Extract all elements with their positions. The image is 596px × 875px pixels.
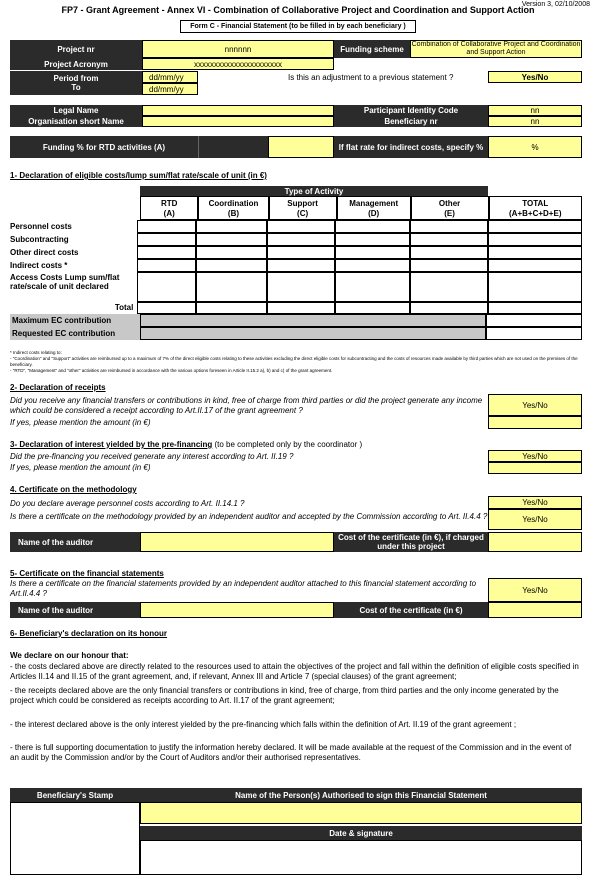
section5-auditor-field[interactable] <box>140 602 334 618</box>
period-to-label: To <box>71 83 81 92</box>
section5-auditor-label: Name of the auditor <box>10 602 140 618</box>
flat-rate-label: If flat rate for indirect costs, specify % <box>334 136 488 158</box>
cell[interactable] <box>488 246 582 259</box>
cell[interactable] <box>137 272 196 302</box>
table-row-total <box>10 302 582 314</box>
col-total-l1: TOTAL <box>522 199 549 208</box>
project-nr-label: Project nr <box>10 40 142 58</box>
cell[interactable] <box>335 272 409 302</box>
version-label: Version 3, 02/10/2008 <box>521 1 590 8</box>
table-row <box>10 272 582 302</box>
cell[interactable] <box>137 220 196 233</box>
col-support-l2: (C) <box>297 209 309 218</box>
cell[interactable] <box>267 246 336 259</box>
activity-columns-header <box>140 196 582 220</box>
row-label: Personnel costs <box>10 222 72 231</box>
honour-paragraph-1: - the costs declared above are directly related to the resources used to attain the objectives of the project and fall within the definition of eligible costs specified in Articles II.14 and II.15 of the grant agreement, and, if relevant, Annex III and Article 7 (special clauses) of the grant agreement; <box>10 662 579 681</box>
row-label: Other direct costs <box>10 248 79 257</box>
cell[interactable] <box>488 302 582 314</box>
total-label: Total <box>114 303 134 312</box>
footnote-3: - "RTD", "Management" and "other" activities are reimbursed in accordance with the various options foreseen in Article II.15.2 a), b) and c) of the grant agreement. <box>10 368 333 373</box>
req-ec-label: Requested EC contribution <box>10 327 140 340</box>
section4-question-1: Do you declare average personnel costs according to Art. II.14.1 ? <box>10 499 245 508</box>
col-other <box>411 196 489 220</box>
cell[interactable] <box>267 220 336 233</box>
period-from-label: Period from <box>53 74 99 83</box>
date-signature-field[interactable] <box>140 840 582 875</box>
col-management <box>337 196 411 220</box>
row-label: Access Costs Lump sum/flat rate/scale of unit declared <box>10 273 120 291</box>
table-row <box>10 233 582 246</box>
section3-note: (to be completed only by the coordinator ) <box>212 440 363 449</box>
cell[interactable] <box>267 233 336 246</box>
legal-name-label: Legal Name <box>10 105 142 116</box>
footnote-2: - "Coordination" and "Support" activities are reimbursed up to a maximum of 7% of the direct eligible costs relating to these activities excluding the direct eligible costs for subcontracting and the costs of resources made available by third parties which are not used on the premises of the beneficiary. <box>10 356 578 367</box>
document-title: FP7 - Grant Agreement - Annex VI - Combination of Collaborative Project and Coordination and Support Action <box>61 5 535 15</box>
funding-scheme-field[interactable]: Combination of Collaborative Project and Coordination and Support Action <box>411 41 581 56</box>
col-management-l1: Management <box>349 199 399 208</box>
authorised-persons-label: Name of the Person(s) Authorised to sign this Financial Statement <box>140 788 582 802</box>
cell[interactable] <box>137 259 196 272</box>
table-row-req-ec <box>10 327 582 340</box>
section4-heading: 4. Certificate on the methodology <box>10 485 137 494</box>
cell[interactable] <box>137 302 196 314</box>
cell[interactable] <box>488 259 582 272</box>
col-coordination <box>198 196 268 220</box>
footnote-1: * Indirect costs relating to: <box>10 350 62 355</box>
cell[interactable] <box>335 233 409 246</box>
col-other-l2: (E) <box>444 209 455 218</box>
period-label <box>10 71 142 95</box>
form-caption: Form C - Financial Statement (to be filled in by each beneficiary ) <box>180 20 416 33</box>
section2-yes-no[interactable]: Yes/No <box>488 394 582 416</box>
stamp-area[interactable] <box>10 802 140 875</box>
col-other-l1: Other <box>438 199 461 208</box>
cell[interactable] <box>267 259 336 272</box>
section4-auditor-field[interactable] <box>140 532 334 552</box>
section5-cost-label: Cost of the certificate (in €) <box>334 602 488 618</box>
stamp-label: Beneficiary's Stamp <box>10 788 140 802</box>
col-management-l2: (D) <box>368 209 380 218</box>
cell[interactable] <box>267 302 336 314</box>
cell[interactable] <box>410 220 488 233</box>
cell[interactable] <box>196 233 267 246</box>
cell[interactable] <box>137 233 196 246</box>
table-row <box>10 259 582 272</box>
col-total <box>489 196 582 220</box>
cell[interactable] <box>335 259 409 272</box>
cell[interactable] <box>410 272 488 302</box>
period-to-field[interactable]: dd/mm/yy <box>142 83 198 95</box>
cell[interactable] <box>335 302 409 314</box>
cell[interactable] <box>137 246 196 259</box>
section3-amount-label: If yes, please mention the amount (in €) <box>10 463 151 472</box>
section3-amount-field[interactable] <box>488 462 582 474</box>
col-rtd-l2: (A) <box>163 209 175 218</box>
row-label: Indirect costs * <box>10 261 68 270</box>
period-from-field[interactable]: dd/mm/yy <box>142 71 198 83</box>
cell[interactable] <box>335 220 409 233</box>
section2-amount-label: If yes, please mention the amount (in €) <box>10 418 151 427</box>
cell[interactable] <box>410 259 488 272</box>
col-rtd <box>140 196 198 220</box>
footnotes <box>10 350 582 374</box>
pic-label: Participant Identity Code <box>334 105 488 116</box>
section4-yes-no-2[interactable]: Yes/No <box>488 509 582 530</box>
col-rtd-l1: RTD <box>160 199 178 208</box>
org-short-name-field[interactable] <box>142 116 334 127</box>
cell[interactable] <box>196 272 267 302</box>
cell[interactable] <box>488 220 582 233</box>
project-acronym-label: Project Acronym <box>10 58 142 70</box>
beneficiary-nr-field[interactable]: nn <box>488 116 582 127</box>
section4-question-2: Is there a certificate on the methodology provided by an independent auditor and accepted by the Commission according to Art. II.4.4 ? <box>10 512 488 521</box>
section5-yes-no[interactable]: Yes/No <box>488 578 582 602</box>
section3-question: Did the pre-financing you received generate any interest according to Art. II.19 ? <box>10 452 294 461</box>
table-row <box>10 220 582 233</box>
funding-pct-spacer <box>198 136 268 158</box>
type-of-activity-header: Type of Activity <box>140 186 488 196</box>
cell[interactable] <box>196 259 267 272</box>
adjustment-question: Is this an adjustment to a previous statement ? <box>288 73 454 82</box>
cell[interactable] <box>410 302 488 314</box>
req-ec-filler <box>140 327 487 340</box>
cell[interactable] <box>196 246 267 259</box>
project-acronym-field[interactable]: xxxxxxxxxxxxxxxxxxxxxx <box>142 58 334 70</box>
honour-paragraph-3: - the interest declared above is the only interest yielded by the pre-financing which falls within the definition of Art. II.19 of the grant agreement ; <box>10 720 517 729</box>
section1-heading: 1- Declaration of eligible costs/lump sum/flat rate/scale of unit (in €) <box>10 171 267 180</box>
col-support-l1: Support <box>287 199 318 208</box>
col-coordination-l2: (B) <box>227 209 240 218</box>
section4-yes-no-1[interactable]: Yes/No <box>488 496 582 509</box>
section5-question: Is there a certificate on the financial statements provided by an independent auditor attached to this financial statement according to Art.II.4.4 ? <box>10 579 477 598</box>
section4-cost-label: Cost of the certificate (in €), if charged under this project <box>334 532 488 552</box>
cell[interactable] <box>488 233 582 246</box>
req-ec-total[interactable] <box>486 327 582 340</box>
cell[interactable] <box>196 220 267 233</box>
max-ec-label: Maximum EC contribution <box>10 314 140 327</box>
costs-table <box>10 220 582 340</box>
section6-heading: 6- Beneficiary's declaration on its honour <box>10 629 168 638</box>
section2-question: Did you receive any financial transfers or contributions in kind, free of charge from third parties or did the project generate any income which could be considered a receipt according to Art.II.17 of the grant agreement ? <box>10 396 483 415</box>
cell[interactable] <box>335 246 409 259</box>
flat-rate-field[interactable]: % <box>488 136 582 158</box>
funding-pct-label: Funding % for RTD activities (A) <box>10 136 198 158</box>
col-support <box>269 196 337 220</box>
honour-paragraph-4: - there is full supporting documentation to justify the information hereby declared. It will be made available at the request of the Commission and in the event of an audit by the Commission and/or by the Court of Auditors and/or their authorised representatives. <box>10 743 572 762</box>
funding-pct-field[interactable] <box>268 136 334 158</box>
date-signature-label: Date & signature <box>140 826 582 840</box>
table-row-max-ec <box>10 314 582 327</box>
section3-yes-no[interactable]: Yes/No <box>488 450 582 462</box>
pic-field[interactable]: nn <box>488 105 582 116</box>
max-ec-filler <box>140 314 487 327</box>
col-coordination-l1: Coordination <box>208 199 259 208</box>
cell[interactable] <box>488 272 582 302</box>
cell[interactable] <box>410 233 488 246</box>
section3-title: 3- Declaration of interest yielded by the pre-financing <box>10 440 213 449</box>
authorised-persons-field[interactable] <box>140 802 582 824</box>
org-short-name-label: Organisation short Name <box>10 116 142 127</box>
honour-intro: We declare on our honour that: <box>10 651 129 660</box>
section5-heading: 5- Certificate on the financial statements <box>10 569 164 578</box>
cell[interactable] <box>410 246 488 259</box>
project-nr-field[interactable]: nnnnnn <box>142 40 334 58</box>
beneficiary-nr-label: Beneficiary nr <box>334 116 488 127</box>
section2-amount-field[interactable] <box>488 416 582 429</box>
section4-auditor-label: Name of the auditor <box>10 532 140 552</box>
col-total-l2: (A+B+C+D+E) <box>509 209 562 218</box>
legal-name-field[interactable] <box>142 105 334 116</box>
max-ec-total[interactable] <box>486 314 582 327</box>
honour-paragraph-2: - the receipts declared above are the only financial transfers or contributions in kind, free of charge, from third parties and the only income generated by the project which could be considered as receipts according to Art. II.17 of the grant agreement; <box>10 686 559 705</box>
row-label: Subcontracting <box>10 235 69 244</box>
cell[interactable] <box>196 302 267 314</box>
cell[interactable] <box>267 272 336 302</box>
section4-cost-field[interactable] <box>488 532 582 552</box>
adjustment-field[interactable]: Yes/No <box>488 71 582 83</box>
section3-heading <box>10 440 362 449</box>
section5-cost-field[interactable] <box>488 602 582 618</box>
funding-scheme-label: Funding scheme <box>334 40 410 58</box>
table-row <box>10 246 582 259</box>
section2-heading: 2- Declaration of receipts <box>10 383 106 392</box>
